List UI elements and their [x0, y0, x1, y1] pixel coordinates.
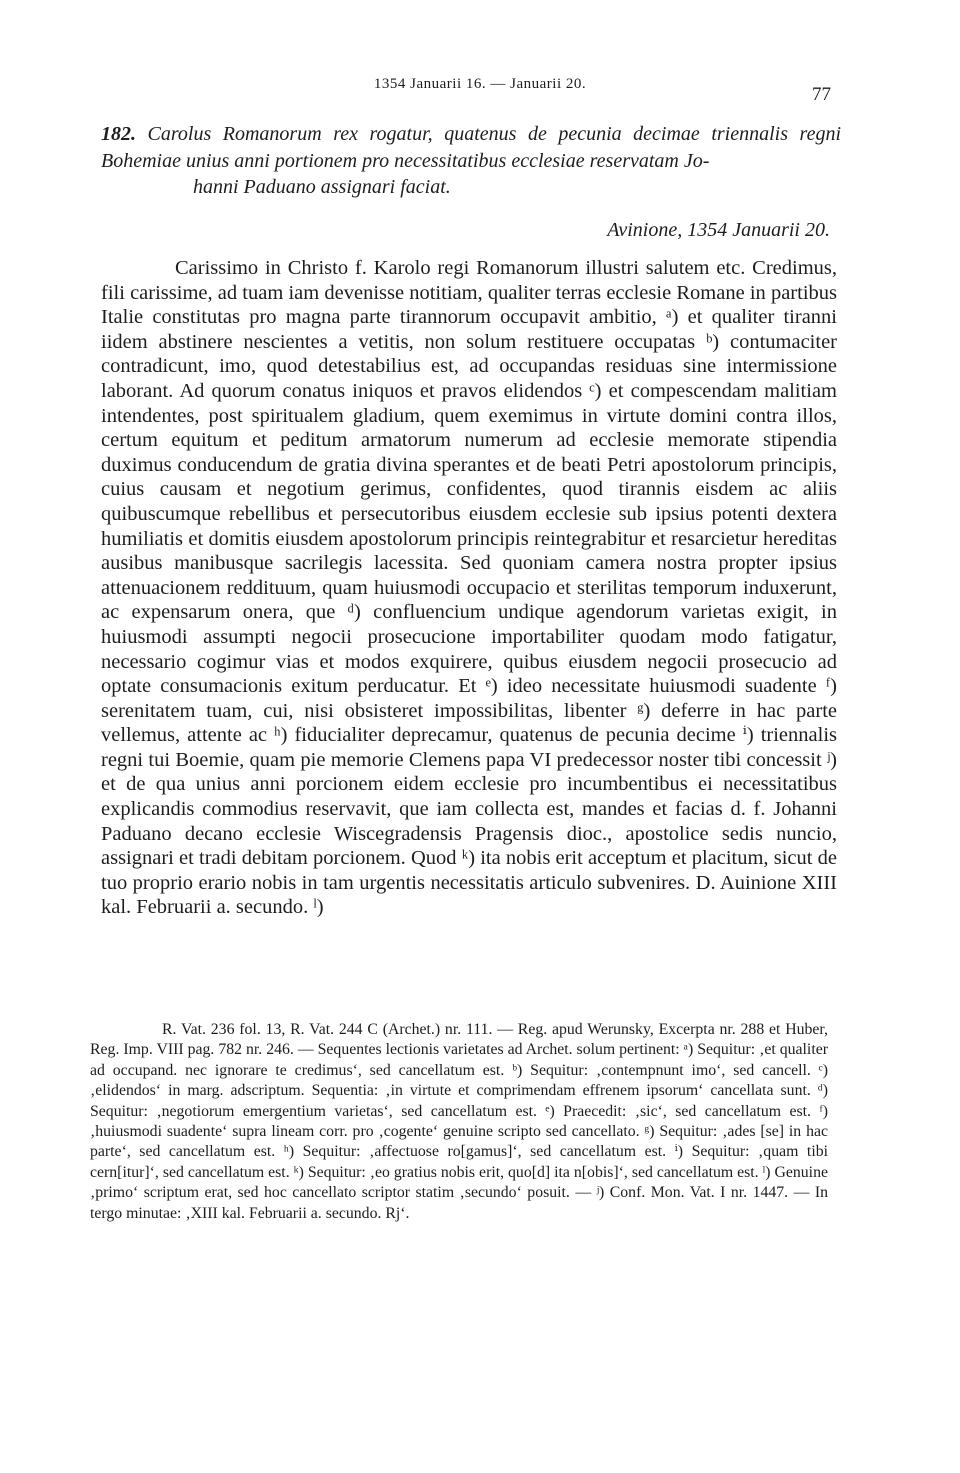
regest-text: Carolus Romanorum rex rogatur, quatenus de pecunia decimae triennalis regni Bohemiae unius anni portionem pro necessitatibus ecclesiae reservatam Jo-	[101, 123, 842, 172]
dateline: Avinione, 1354 Januarii 20.	[607, 219, 830, 241]
document-regest	[101, 121, 841, 201]
regest-text-end: hanni Paduano assignari faciat.	[193, 176, 451, 198]
page-number: 77	[812, 84, 831, 105]
critical-apparatus: R. Vat. 236 fol. 13, R. Vat. 244 C (Archet.) nr. 111. — Reg. apud Werunsky, Excerpta nr. 288 et Huber, Reg. Imp. VIII pag. 782 nr. 246. — Sequentes lectionis varietates ad Archet. solum pertinent: ᵃ) Sequitur: ‚et qualiter ad occupand. nec ignorare te credimus‘, sed cancellatum est. ᵇ) Sequitur: ‚contempnunt imo‘, sed cancell. ᶜ) ‚elidendos‘ in marg. adscriptum. Sequentia: ‚in virtute et comprimendam effrenem ipsorum‘ cancellata sunt. ᵈ) Sequitur: ‚negotiorum emergentium varietas‘, sed cancellatum est. ᵉ) Praecedit: ‚sic‘, sed cancellatum est. ᶠ) ‚huiusmodi suadente‘ supra lineam corr. pro ‚cogente‘ genuine scripto sed cancellato. ᵍ) Sequitur: ‚ades [se] in hac parte‘, sed cancellatum est. ʰ) Sequitur: ‚affectuose ro[gamus]‘, sed cancellatum est. ⁱ) Sequitur: ‚quam tibi cern[itur]‘, sed cancellatum est. ᵏ) Sequitur: ‚eo gratius nobis erit, quo[d] ita n[obis]‘, sed cancellatum est. ˡ) Genuine ‚primo‘ scriptum erat, sed hoc cancellato scriptor statim ‚secundo‘ posuit. — ʲ) Conf. Mon. Vat. I nr. 1447. — In tergo minutae: ‚XIII kal. Februarii a. secundo. Rj‘.	[90, 1021, 828, 1222]
document-number: 182.	[101, 123, 136, 145]
running-head: 1354 Januarii 16. — Januarii 20.	[373, 76, 587, 92]
letter-body: Carissimo in Christo f. Karolo regi Romanorum illustri salutem etc. Credimus, fili carissime, ad tuam iam devenisse notitiam, qualiter terras ecclesie Romane in partibus Italie constitutas pro magna parte tirannorum occupavit ambitio, ᵃ) et qualiter tiranni iidem abstinere nescientes a vetitis, non solum restituere occupatas ᵇ) contumaciter contradicunt, imo, quod detestabilius est, ad occupandas residuas sine intermissione laborant. Ad quorum conatus iniquos et pravos elidendos ᶜ) et compescendam malitiam intendentes, post spiritualem gladium, quem exemimus in virtute domini contra illos, certum equitum et peditum armatorum numerum ad ecclesie memorate stipendia duximus conducendum de gratia divina sperantes et de beati Petri apostolorum principis, cuius causam et negotium gerimus, confidentes, quod tirannis eisdem ac aliis quibuscumque rebellibus et persecutoribus eiusdem ecclesie sub ipsius potenti dextera humiliatis et domitis eiusdem apostolorum principis reintegrabitur et resarcietur hereditas ausibus manibusque sacrilegis lacessita. Sed quoniam camera nostra propter ipsius attenuacionem reddituum, quam huiusmodi occupacio et sterilitas temporum induxerunt, ac expensarum onera, que ᵈ) confluencium undique agendorum varietas exigit, in huiusmodi assumpti negocii prosecucione importabiliter quodam modo fatigatur, necessario cogimur vias et modos exquirere, quibus eiusdem negocii prosecucio ad optate consumacionis exitum perducatur. Et ᵉ) ideo necessitate huiusmodi suadente ᶠ) serenitatem tuam, cui, nisi obsisteret impossibilitas, libenter ᵍ) deferre in hac parte vellemus, attente ac ʰ) fiducialiter deprecamur, quatenus de pecunia decime ⁱ) triennalis regni tui Boemie, quam pie memorie Clemens papa VI predecessor noster tibi concessit ʲ) et de qua unius anni porcionem eidem ecclesie pro incumbentibus ei necessitatibus explicandis commodius reservavit, que iam collecta est, mandes et facias d. f. Johanni Paduano decano ecclesie Wiscegradensis Pragensis dioc., apostolice sedis nuncio, assignari et tradi debitam porcionem. Quod ᵏ) ita nobis erit acceptum et placitum, sicut de tuo proprio erario nobis in tam urgentis necessitatis articulo subvenires. D. Auinione XIII kal. Februarii a. secundo. ˡ)	[101, 257, 837, 919]
